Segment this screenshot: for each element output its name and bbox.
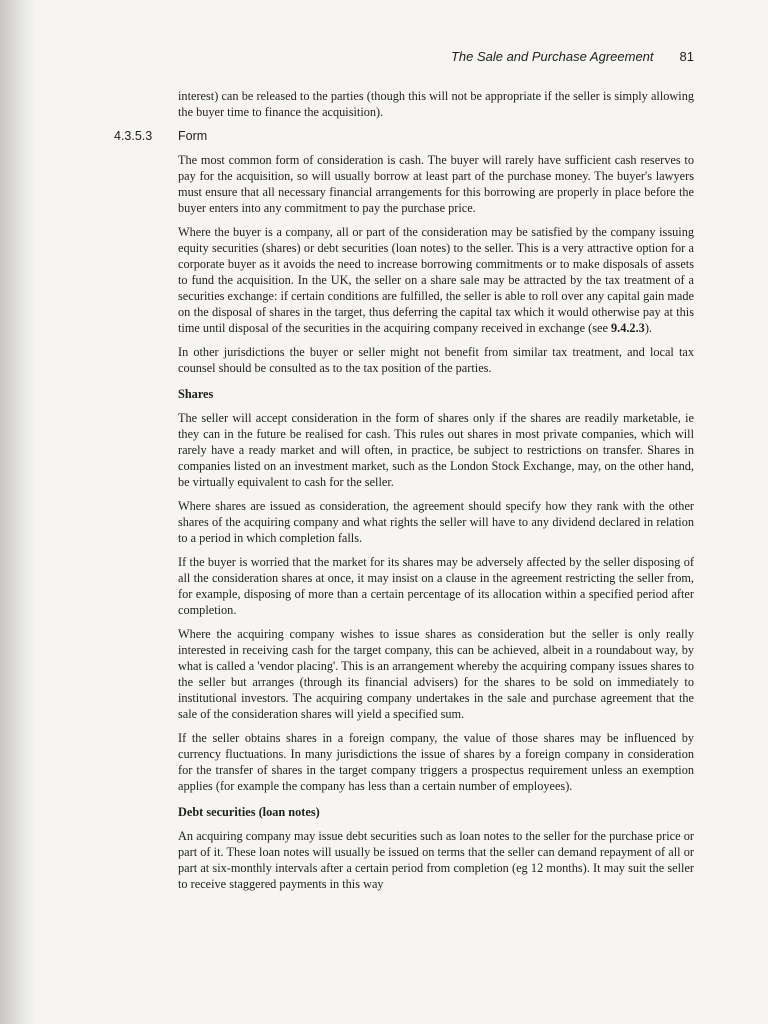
- paragraph-loan-notes: An acquiring company may issue debt securities such as loan notes to the seller for the purchase price or part of it. These loan notes will usually be issued on terms that the seller can demand repayment of all or part at six-monthly intervals after a certain period from completion (eg 12 months). It may suit the seller to receive staggered payments in this way: [178, 829, 694, 891]
- paragraph-shares-market: If the buyer is worried that the market for its shares may be adversely affected by the seller disposing of all the consideration shares at once, it may insist on a clause in the agreement restricting the seller from, for example, disposing of more than a certain percentage of its allocation within a specified period after completion.: [178, 555, 694, 617]
- subheading-debt-securities: Debt securities (loan notes): [178, 805, 320, 819]
- paragraph-cash: The most common form of consideration is cash. The buyer will rarely have sufficient cash reserves to pay for the acquisition, so will usually borrow at least part of the purchase money. The buyer's lawyers must ensure that all necessary financial arrangements for this borrowing are properly in place before the buyer enters into any commitment to pay the purchase price.: [178, 153, 694, 215]
- header-title: The Sale and Purchase Agreement: [450, 49, 654, 64]
- running-header: [451, 49, 694, 64]
- paragraph-company-text-end: ).: [644, 321, 652, 335]
- page-binding-shadow: [0, 0, 36, 1024]
- paragraph-other-jurisdictions: In other jurisdictions the buyer or seller might not benefit from similar tax treatment, and local tax counsel should be consulted as to the tax position of the parties.: [178, 345, 694, 375]
- paragraph-company-text: Where the buyer is a company, all or part of the consideration may be satisfied by the company issuing equity securities (shares) or debt securities (loan notes) to the seller. This is a very attractive option for a corporate buyer as it avoids the need to increase borrowing commitments or to make disposals of assets to fund the acquisition. In the UK, the seller on a share sale may be attracted by the tax treatment of a securities exchange: if certain conditions are fulfilled, the seller is able to roll over any capital gain made on the disposal of shares in the target, thus deferring the capital tax which it would otherwise pay at this time until disposal of the securities in the acquiring company received in exchange (see: [178, 225, 694, 335]
- paragraph-foreign-shares: If the seller obtains shares in a foreign company, the value of those shares may be influenced by currency fluctuations. In many jurisdictions the issue of shares by a foreign company in consideration for the transfer of shares in the target company triggers a prospectus requirement unless an exemption applies (for example the company has less than a certain number of employees).: [178, 731, 694, 793]
- section-title: Form: [178, 129, 208, 143]
- section-number: 4.3.5.3: [114, 129, 153, 143]
- paragraph-shares-rank: Where shares are issued as consideration, the agreement should specify how they rank with the other shares of the acquiring company and what rights the seller will have to any dividend declared in relation to a period in which completion falls.: [178, 499, 694, 545]
- page-body: [114, 88, 694, 900]
- intro-paragraph: interest) can be released to the parties (though this will not be appropriate if the seller is simply allowing the buyer time to finance the acquisition).: [178, 89, 694, 119]
- page-number: 81: [679, 49, 694, 64]
- subheading-shares: Shares: [178, 387, 214, 401]
- paragraph-vendor-placing: Where the acquiring company wishes to issue shares as consideration but the seller is only really interested in receiving cash for the target company, this can be achieved, albeit in a roundabout way, by what is called a 'vendor placing'. This is an arrangement whereby the acquiring company issues shares to the seller but arranges (through its financial advisers) for the shares to be sold on immediately to institutional investors. The acquiring company undertakes in the sale and purchase agreement that the sale of the consideration shares will yield a specified sum.: [178, 627, 694, 721]
- section-heading: [114, 128, 694, 144]
- paragraph-shares-marketable: The seller will accept consideration in the form of shares only if the shares are readily marketable, ie they can in the future be realised for cash. This rules out shares in most private companies, which will rarely have a ready market and will often, in practice, be subject to restrictions on transfer. Shares in companies listed on an investment market, such as the London Stock Exchange, may, on the other hand, be virtually equivalent to cash for the seller.: [178, 411, 694, 489]
- cross-reference: 9.4.2.3: [610, 321, 645, 335]
- paragraph-company-securities: [178, 224, 694, 336]
